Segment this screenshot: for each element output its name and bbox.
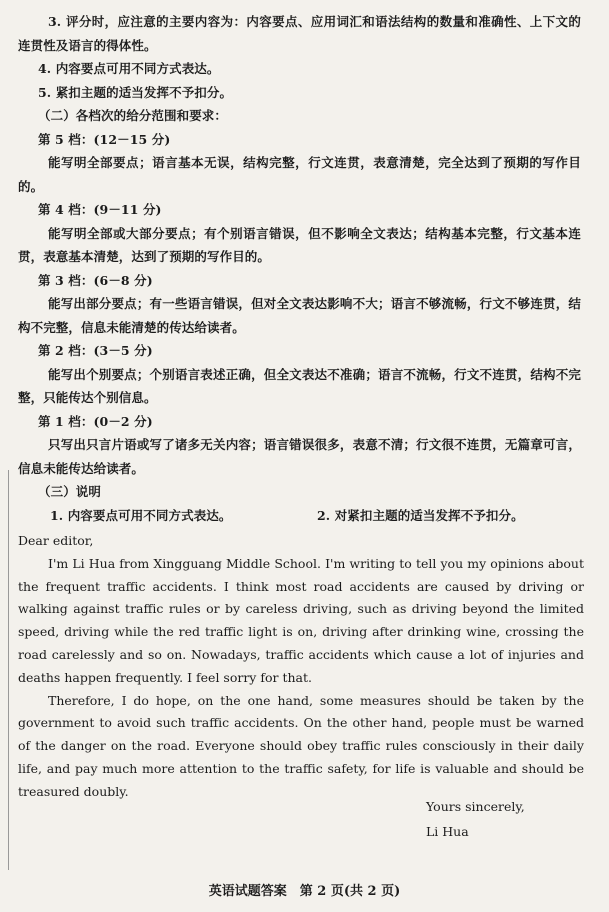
band-2-text: 能写出个别要点；个别语言表述正确，但全文表达不准确；语言不流畅，行文不连贯，结构不完整，只能传达个别信息。 bbox=[18, 366, 581, 405]
note-2: 2. 对紧扣主题的适当发挥不予扣分。 bbox=[317, 507, 524, 523]
band-1-text: 只写出只言片语或写了诸多无关内容；语言错误很多，表意不清；行文很不连贯，无篇章可言，信息未能传达给读者。 bbox=[18, 437, 581, 476]
band-5-title: 第 5 档：(12－15 分) bbox=[38, 131, 171, 147]
page-footer: 英语试题答案 第 2 页(共 2 页) bbox=[208, 884, 401, 899]
band-3-text: 能写出部分要点；有一些语言错误，但对全文表达影响不大；语言不够流畅，行文不够连贯，结构不完整，信息未能清楚的传达给读者。 bbox=[18, 296, 581, 335]
letter-closing-block bbox=[426, 794, 525, 844]
band-2-title: 第 2 档：(3－5 分) bbox=[38, 343, 153, 358]
scoring-item-5: 5. 紧扣主题的适当发挥不予扣分。 bbox=[38, 84, 233, 100]
sample-letter bbox=[18, 530, 584, 804]
letter-paragraph-1: I'm Li Hua from Xingguang Middle School. I'm writing to tell you my opinions about the frequent traffic accidents. I think most road accidents are caused by driving or walking against traffic rules or by careless driving, such as driving beyond the limited speed, driving while the red traffic light is on, driving after drinking wine, crossing the road carelessly and so on. Nowadays, traffic accidents which cause a lot of injuries and deaths happen frequently. I feel sorry for that. bbox=[18, 555, 584, 685]
letter-paragraph-2: Therefore, I do hope, on the one hand, some measures should be taken by the government to avoid such traffic accidents. On the other hand, people must be warned of the danger on the road. Everyone should obey traffic rules consciously in their daily life, and pay much more attention to the traffic safety, for life is valuable and should be treasured doubly. bbox=[18, 692, 584, 799]
letter-signature: Li Hua bbox=[426, 824, 469, 839]
section-3-title: （三）说明 bbox=[38, 484, 102, 499]
band-5-text: 能写明全部要点；语言基本无误，结构完整，行文连贯，表意清楚，完全达到了预期的写作目的。 bbox=[18, 155, 581, 194]
notes-row bbox=[0, 504, 609, 528]
band-1-title: 第 1 档：(0－2 分) bbox=[38, 413, 153, 429]
section-2-title: （二）各档次的给分范围和要求： bbox=[38, 108, 228, 123]
band-4-text: 能写明全部或大部分要点；有个别语言错误，但不影响全文表达；结构基本完整，行文基本连贯，表意基本清楚，达到了预期的写作目的。 bbox=[18, 225, 581, 264]
scoring-item-4: 4. 内容要点可用不同方式表达。 bbox=[38, 61, 220, 76]
band-4-title: 第 4 档：(9－11 分) bbox=[38, 202, 162, 217]
letter-greeting: Dear editor, bbox=[18, 533, 94, 548]
scoring-section bbox=[0, 10, 609, 527]
scoring-item-3: 3. 评分时，应注意的主要内容为：内容要点、应用词汇和语法结构的数量和准确性、上下文的连贯性及语言的得体性。 bbox=[18, 14, 581, 53]
letter-closing: Yours sincerely, bbox=[426, 799, 525, 814]
band-3-title: 第 3 档：(6－8 分) bbox=[38, 272, 153, 288]
note-1: 1. 内容要点可用不同方式表达。 bbox=[50, 507, 232, 523]
binding-margin-line bbox=[8, 470, 9, 870]
